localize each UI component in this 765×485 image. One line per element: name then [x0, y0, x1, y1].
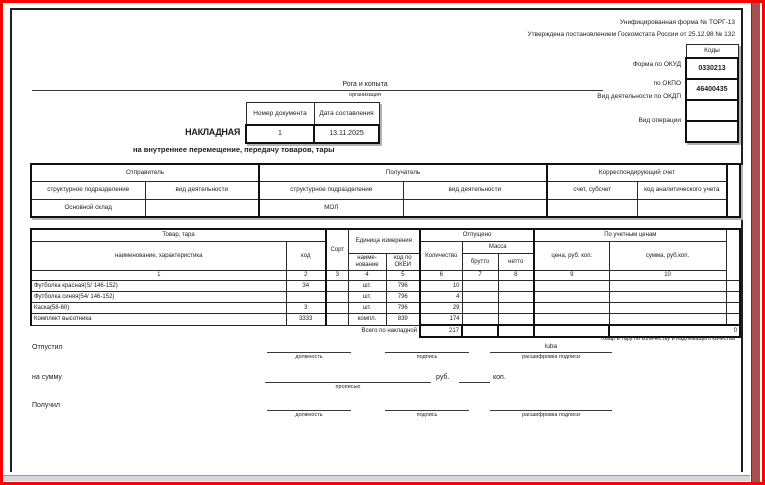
received-position-line	[267, 410, 351, 411]
sender-activity-header: вид деятельности	[145, 182, 259, 200]
released-position-line	[267, 352, 351, 353]
receiver-activity-header: вид деятельности	[403, 182, 547, 200]
unit-group-header: Единица измерения	[348, 229, 420, 254]
signature-caption: подпись	[416, 412, 438, 418]
kop-label: коп.	[493, 374, 506, 381]
item-grade	[326, 314, 348, 326]
dispatched-group-header: Отпущено	[420, 229, 534, 242]
amount-label: на сумму	[32, 374, 62, 381]
item-net	[498, 281, 534, 292]
accounting-price-group-header: По учетным ценам	[534, 229, 726, 242]
goods-spare-column	[726, 229, 740, 281]
item-sum	[609, 314, 726, 326]
document-title: НАКЛАДНАЯ	[185, 127, 240, 137]
item-name: Футболка синяя(54/ 146-152)	[31, 292, 286, 303]
item-price	[534, 303, 609, 314]
organization-underline	[32, 90, 603, 91]
item-price	[534, 292, 609, 303]
okpo-label: по ОКПО	[653, 80, 681, 87]
sender-unit-header: структурное подразделение	[31, 182, 145, 200]
item-grade	[326, 303, 348, 314]
unit-okei-header: код по ОКЕИ	[386, 254, 420, 271]
goods-table	[30, 228, 741, 338]
item-qty: 4	[420, 292, 462, 303]
col-number-6: 6	[420, 271, 462, 281]
item-code-header: код	[286, 242, 326, 271]
col-number-3: 3	[326, 271, 348, 281]
item-name-header: наименование, характеристика	[31, 242, 286, 271]
col-number-7: 7	[462, 271, 498, 281]
goods-row	[31, 314, 740, 326]
sender-unit-value: Основной склад	[31, 200, 145, 218]
okpo-value: 46400435	[686, 79, 738, 100]
released-name-value: luba	[544, 343, 558, 350]
receiver-unit-header: структурное подразделение	[259, 182, 403, 200]
released-name-line	[490, 352, 612, 353]
position-caption: должность	[295, 354, 323, 360]
quantity-header: Количество	[420, 242, 462, 271]
col-number-9: 9	[534, 271, 609, 281]
item-okei: 796	[386, 292, 420, 303]
received-label: Получил	[32, 402, 60, 409]
item-code: 3333	[286, 314, 326, 326]
form-approval-note: Утверждена постановлением Госкомстата России от 25.12.98 № 132	[527, 31, 735, 38]
total-qty: 217	[420, 325, 462, 337]
horizontal-scrollbar-track[interactable]	[3, 475, 750, 481]
total-gross	[462, 325, 498, 337]
item-unit: шт.	[348, 292, 386, 303]
document-subtitle: на внутреннее перемещение, передачу товаров, тары	[133, 145, 335, 154]
item-code	[286, 292, 326, 303]
col-number-2: 2	[286, 271, 326, 281]
item-code: 3	[286, 303, 326, 314]
doc-number-header: Номер документа	[246, 103, 314, 126]
form-standard-note: Унифицированная форма № ТОРГ-13	[620, 19, 735, 26]
item-okei: 796	[386, 303, 420, 314]
parties-table	[30, 163, 741, 218]
operation-type-value	[686, 121, 738, 142]
okud-value: 0330213	[686, 58, 738, 79]
unit-name-header: наиме-нование	[348, 254, 386, 271]
okud-label: Форма по ОКУД	[632, 61, 681, 68]
doc-date-value: 13.11.2025	[314, 125, 379, 143]
received-name-line	[490, 410, 612, 411]
item-name: Каска(58-60)	[31, 303, 286, 314]
item-okei: 796	[386, 281, 420, 292]
item-name: Комплект высотника	[31, 314, 286, 326]
doc-date-header: Дата составления	[314, 103, 379, 126]
amount-words-line	[265, 382, 431, 383]
item-qty: 174	[420, 314, 462, 326]
price-header: цена, руб. коп.	[534, 242, 609, 271]
item-sum	[609, 292, 726, 303]
decryption-caption: расшифровка подписи	[521, 354, 581, 360]
item-qty: 29	[420, 303, 462, 314]
organization-name: Рога и копыта	[342, 81, 388, 88]
signature-caption: подпись	[416, 354, 438, 360]
item-spare	[726, 314, 740, 326]
account-group-header: Корреспондирующий счет	[547, 164, 727, 182]
receiver-activity-value	[403, 200, 547, 218]
sum-header: сумма, руб.коп.	[609, 242, 726, 271]
item-price	[534, 281, 609, 292]
item-sum	[609, 281, 726, 292]
item-net	[498, 314, 534, 326]
account-header: счет, субсчет	[547, 182, 637, 200]
released-signature-line	[385, 352, 469, 353]
col-number-4: 4	[348, 271, 386, 281]
item-sum	[609, 303, 726, 314]
okdp-value	[686, 100, 738, 121]
received-signature-line	[385, 410, 469, 411]
sender-activity-value	[145, 200, 259, 218]
item-name: Футболка красная(S/ 146-152)	[31, 281, 286, 292]
goods-row	[31, 292, 740, 303]
item-unit: компл.	[348, 314, 386, 326]
doc-number-value: 1	[246, 125, 314, 143]
rub-label: руб.	[436, 374, 450, 381]
codes-table	[685, 44, 739, 143]
item-price	[534, 314, 609, 326]
okdp-label: Вид деятельности по ОКДП	[597, 93, 681, 100]
frame-right-strip	[751, 3, 760, 482]
col-number-5: 5	[386, 271, 420, 281]
item-spare	[726, 281, 740, 292]
goods-row	[31, 303, 740, 314]
quality-note: товар и тару по количеству и надлежащего качества	[600, 336, 735, 342]
item-grade	[326, 281, 348, 292]
codes-title: Коды	[686, 45, 738, 59]
operation-type-label: Вид операции	[638, 117, 681, 124]
item-gross	[462, 292, 498, 303]
words-caption: прописью	[335, 384, 361, 390]
goods-group-header: Товар, тара	[31, 229, 326, 242]
goods-row	[31, 281, 740, 292]
item-net	[498, 303, 534, 314]
receiver-group-header: Получатель	[259, 164, 547, 182]
item-code: 34	[286, 281, 326, 292]
item-gross	[462, 303, 498, 314]
item-gross	[462, 281, 498, 292]
total-net	[498, 325, 534, 337]
item-spare	[726, 303, 740, 314]
item-spare	[726, 292, 740, 303]
released-label: Отпустил	[32, 344, 63, 351]
decryption-caption: расшифровка подписи	[521, 412, 581, 418]
receiver-unit-value: МОЛ	[259, 200, 403, 218]
parties-spare-column	[727, 164, 740, 217]
analytic-code-value	[637, 200, 727, 218]
total-label: Всего по накладной	[361, 327, 418, 334]
sender-group-header: Отправитель	[31, 164, 259, 182]
account-value	[547, 200, 637, 218]
total-sum: 0	[609, 325, 740, 337]
item-unit: шт.	[348, 303, 386, 314]
col-number-10: 10	[609, 271, 726, 281]
mass-group-header: Масса	[462, 242, 534, 254]
item-grade	[326, 292, 348, 303]
item-qty: 10	[420, 281, 462, 292]
analytic-code-header: код аналитического учета	[637, 182, 727, 200]
item-unit: шт.	[348, 281, 386, 292]
item-okei: 839	[386, 314, 420, 326]
col-number-8: 8	[498, 271, 534, 281]
organization-caption: организация	[349, 92, 381, 98]
item-net	[498, 292, 534, 303]
gross-header: брутто	[462, 254, 498, 271]
kopeks-line	[459, 382, 490, 383]
position-caption: должность	[295, 412, 323, 418]
item-gross	[462, 314, 498, 326]
col-number-1: 1	[31, 271, 286, 281]
net-header: нетто	[498, 254, 534, 271]
grade-header: Сорт	[326, 229, 348, 271]
doc-number-table	[245, 102, 380, 144]
